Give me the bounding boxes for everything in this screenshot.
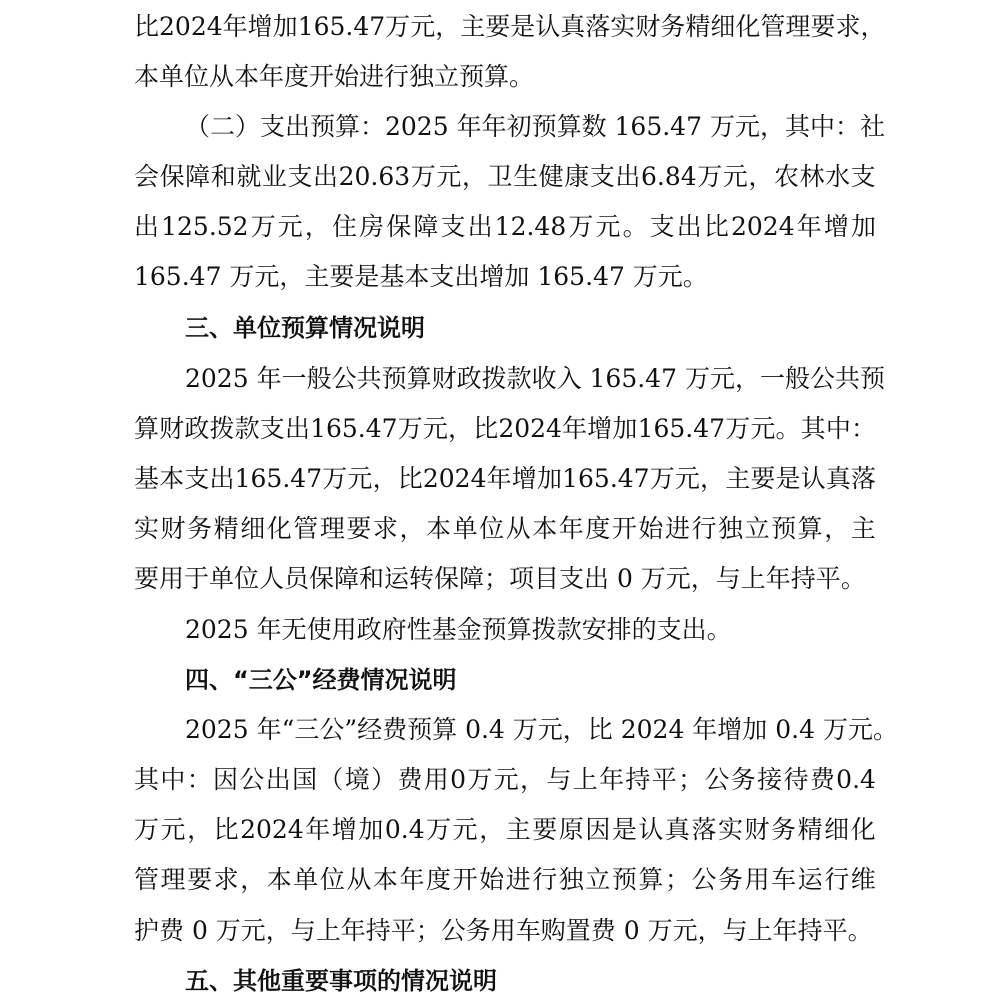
paragraph-line: 会 保 障 和 就 业 支 出 20.63 万 元 ， 卫 生 健 康 支 出 6.84 万 元 ， 农 林 水 支 bbox=[134, 162, 876, 191]
section-heading: 四、“三公”经费情况说明 bbox=[185, 666, 457, 694]
paragraph-line: 2025 年“三公”经费预算 0.4 万元，比 2024 年增加 0.4 万元。 bbox=[185, 715, 898, 744]
paragraph-line: 要用于单位人员保障和运转保障；项目支出 0 万元，与上年持平。 bbox=[134, 564, 866, 593]
section-heading: 五、其他重要事项的情况说明 bbox=[185, 967, 497, 995]
paragraph-line: 算 财 政 拨 款 支 出 165.47 万 元 ， 比 2024 年 增 加 165.47 万 元 。 其 中 ： bbox=[134, 414, 876, 443]
paragraph-line: 护费 0 万元，与上年持平；公务用车购置费 0 万元，与上年持平。 bbox=[134, 916, 873, 945]
paragraph-line: 万 元 ， 比 2024 年 增 加 0.4 万 元 ， 主 要 原 因 是 认 真 落 实 财 务 精 细 化 bbox=[134, 815, 876, 844]
section-heading: 三、单位预算情况说明 bbox=[185, 314, 425, 342]
paragraph-line: 165.47 万元，主要是基本支出增加 165.47 万元。 bbox=[134, 262, 708, 291]
paragraph-line: 基 本 支 出 165.47 万 元 ， 比 2024 年 增 加 165.47 万 元 ， 主 要 是 认 真 落 bbox=[134, 464, 876, 493]
paragraph-line: 管 理 要 求 ， 本 单 位 从 本 年 度 开 始 进 行 独 立 预 算 ； 公 务 用 车 运 行 维 bbox=[134, 865, 876, 894]
paragraph-line: 实 财 务 精 细 化 管 理 要 求 ， 本 单 位 从 本 年 度 开 始 进 行 独 立 预 算 ， 主 bbox=[134, 514, 876, 543]
paragraph-line: 2025 年一般公共预算财政拨款收入 165.47 万元，一般公共预 bbox=[185, 364, 885, 393]
paragraph-line: 出 125.52 万 元 ， 住 房 保 障 支 出 12.48 万 元 。 支 出 比 2024 年 增 加 bbox=[134, 212, 876, 241]
paragraph-line: 本单位从本年度开始进行独立预算。 bbox=[134, 62, 535, 91]
paragraph-line: （二）支出预算：2025 年年初预算数 165.47 万元，其中：社 bbox=[185, 112, 885, 141]
paragraph-line: 2025 年无使用政府性基金预算拨款安排的支出。 bbox=[185, 615, 732, 644]
paragraph-line: 其 中 ： 因 公 出 国 （ 境 ） 费 用 0 万 元 ， 与 上 年 持 平 ； 公 务 接 待 费 0.4 bbox=[134, 765, 876, 794]
paragraph-line: 比 2024 年 增 加 165.47 万 元 ， 主 要 是 认 真 落 实 财 务 精 细 化 管 理 要 求 ， bbox=[134, 12, 886, 41]
